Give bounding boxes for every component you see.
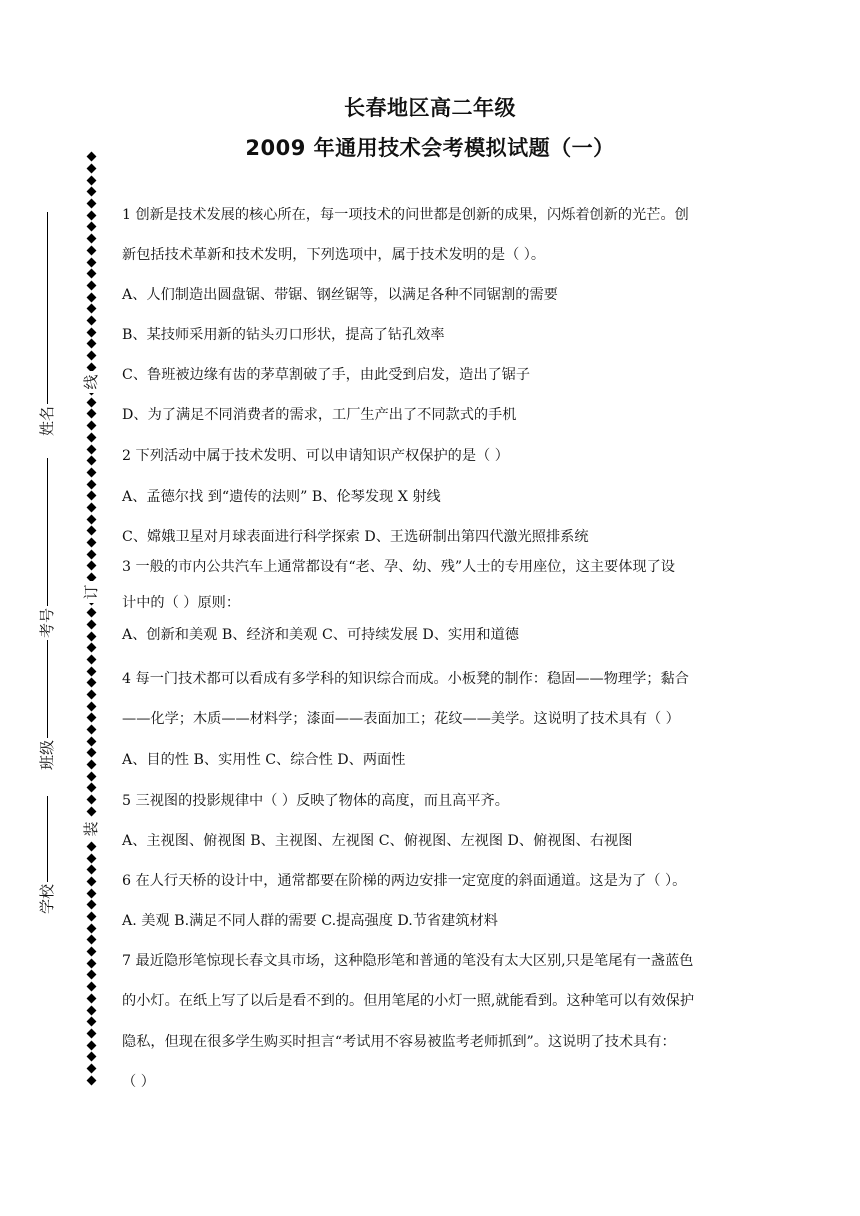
diamond-mark xyxy=(86,222,96,232)
question-text-line: 隐私，但现在很多学生购买时担言“考试用不容易被监考老师抓到”。这说明了技术具有： xyxy=(122,1034,676,1050)
diamond-mark xyxy=(86,701,96,711)
diamond-mark xyxy=(86,760,96,770)
diamond-mark xyxy=(86,280,96,290)
question-text-line: 计中的（ ）原则： xyxy=(122,595,241,611)
option-line: C、鲁班被边缘有齿的茅草割破了手，由此受到启发，造出了锯子 xyxy=(122,367,531,383)
option-line: A、孟德尔找 到“遗传的法则” B、伦琴发现 X 射线 xyxy=(122,489,441,505)
diamond-mark xyxy=(86,631,96,641)
diamond-mark xyxy=(86,292,96,302)
option-line: D、为了满足不同消费者的需求，工厂生产出了不同款式的手机 xyxy=(122,407,517,423)
option-line: B、某技师采用新的钻头刃口形状，提高了钻孔效率 xyxy=(122,327,445,343)
option-line: C、嫦娥卫星对月球表面进行科学探索 D、王选研制出第四代激光照排系统 xyxy=(122,529,589,545)
diamond-mark xyxy=(86,877,96,887)
option-line: A、人们制造出圆盘锯、带锯、钢丝锯等，以满足各种不同锯割的需要 xyxy=(122,287,558,303)
question-text-line: 1 创新是技术发展的核心所在，每一项技术的问世都是创新的成果，闪烁着创新的光芒。创 xyxy=(122,207,689,223)
diamond-mark xyxy=(86,713,96,723)
question-text-line: 3 一般的市内公共汽车上通常都设有“老、孕、幼、残”人士的专用座位，这主要体现了设 xyxy=(122,559,675,575)
diamond-mark xyxy=(86,164,96,174)
diamond-mark xyxy=(86,608,96,618)
diamond-mark xyxy=(86,900,96,910)
diamond-mark xyxy=(86,888,96,898)
binding-diamond-line xyxy=(84,151,98,1086)
diamond-mark xyxy=(86,245,96,255)
diamond-mark xyxy=(86,958,96,968)
field-school xyxy=(36,796,58,916)
question-text-line: （ ） xyxy=(122,1074,155,1090)
question-text-line: 新包括技术革新和技术发明，下列选项中，属于技术发明的是（ ）。 xyxy=(122,247,546,263)
diamond-mark xyxy=(86,316,96,326)
field-name-label: 姓名 xyxy=(38,405,57,437)
field-class-label: 班级 xyxy=(38,739,57,771)
field-exam-number xyxy=(36,458,58,640)
diamond-mark xyxy=(86,549,96,559)
binding-char-ding: 订 xyxy=(81,581,101,603)
diamond-mark xyxy=(86,993,96,1003)
diamond-mark xyxy=(86,619,96,629)
diamond-mark xyxy=(86,234,96,244)
diamond-mark xyxy=(86,678,96,688)
diamond-mark xyxy=(86,783,96,793)
diamond-mark xyxy=(86,795,96,805)
diamond-mark xyxy=(86,736,96,746)
option-line: A. 美观 B.满足不同人群的需要 C.提高强度 D.节省建筑材料 xyxy=(122,913,498,929)
diamond-mark xyxy=(86,409,96,419)
question-text-line: 2 下列活动中属于技术发明、可以申请知识产权保护的是（ ） xyxy=(122,448,509,464)
diamond-mark xyxy=(86,970,96,980)
field-exam-number-label: 考号 xyxy=(38,607,57,639)
diamond-mark xyxy=(86,1052,96,1062)
diamond-mark xyxy=(86,643,96,653)
diamond-mark xyxy=(86,923,96,933)
binding-margin xyxy=(0,0,110,1216)
diamond-mark xyxy=(86,841,96,851)
diamond-mark xyxy=(86,538,96,548)
diamond-mark xyxy=(86,947,96,957)
diamond-mark xyxy=(86,865,96,875)
option-line: A、目的性 B、实用性 C、综合性 D、两面性 xyxy=(122,752,406,768)
diamond-mark xyxy=(86,806,96,816)
question-text-line: 5 三视图的投影规律中（ ）反映了物体的高度，而且高平齐。 xyxy=(122,793,509,809)
diamond-mark xyxy=(86,351,96,361)
diamond-mark xyxy=(86,269,96,279)
diamond-mark xyxy=(86,304,96,314)
diamond-mark xyxy=(86,479,96,489)
diamond-mark xyxy=(86,748,96,758)
question-text-line: ——化学；木质——材料学；漆面——表面加工；花纹——美学。这说明了技术具有（ ） xyxy=(122,711,680,727)
diamond-mark xyxy=(86,935,96,945)
diamond-mark xyxy=(86,514,96,524)
diamond-mark xyxy=(86,1075,96,1085)
diamond-mark xyxy=(86,654,96,664)
diamond-mark xyxy=(86,561,96,571)
option-line: A、创新和美观 B、经济和美观 C、可持续发展 D、实用和道德 xyxy=(122,627,519,643)
diamond-mark xyxy=(86,526,96,536)
diamond-mark xyxy=(86,444,96,454)
diamond-mark xyxy=(86,432,96,442)
diamond-mark xyxy=(86,257,96,267)
diamond-mark xyxy=(86,187,96,197)
question-text-line: 4 每一门技术都可以看成有多学科的知识综合而成。小板凳的制作：稳固——物理学；黏合 xyxy=(122,671,689,687)
diamond-mark xyxy=(86,467,96,477)
diamond-mark xyxy=(86,771,96,781)
binding-char-xian: 线 xyxy=(81,371,101,393)
diamond-mark xyxy=(86,175,96,185)
field-class xyxy=(36,640,58,772)
diamond-mark xyxy=(86,199,96,209)
question-text-line: 的小灯。在纸上写了以后是看不到的。但用笔尾的小灯一照,就能看到。这种笔可以有效保护 xyxy=(122,993,695,1009)
diamond-mark xyxy=(86,912,96,922)
exam-title-line1: 长春地区高二年级 xyxy=(344,96,516,120)
diamond-mark xyxy=(86,725,96,735)
question-text-line: 7 最近隐形笔惊现长春文具市场，这种隐形笔和普通的笔没有太大区别,只是笔尾有一盏蓝色 xyxy=(122,953,694,969)
diamond-mark xyxy=(86,1028,96,1038)
diamond-mark xyxy=(86,503,96,513)
question-text-line: 6 在人行天桥的设计中，通常都要在阶梯的两边安排一定宽度的斜面通道。这是为了（ ）。 xyxy=(122,873,687,889)
diamond-mark xyxy=(86,421,96,431)
diamond-mark xyxy=(86,690,96,700)
field-school-label: 学校 xyxy=(38,883,57,915)
field-name xyxy=(36,212,58,438)
exam-title-line2: 2009 年通用技术会考模拟试题（一） xyxy=(245,136,615,160)
diamond-mark xyxy=(86,1017,96,1027)
diamond-mark xyxy=(86,1005,96,1015)
binding-char-zhuang: 装 xyxy=(81,818,101,840)
diamond-mark xyxy=(86,456,96,466)
diamond-mark xyxy=(86,327,96,337)
diamond-mark xyxy=(86,152,96,162)
diamond-mark xyxy=(86,982,96,992)
diamond-mark xyxy=(86,1064,96,1074)
diamond-mark xyxy=(86,1040,96,1050)
diamond-mark xyxy=(86,491,96,501)
diamond-mark xyxy=(86,397,96,407)
diamond-mark xyxy=(86,210,96,220)
diamond-mark xyxy=(86,339,96,349)
option-line: A、主视图、俯视图 B、主视图、左视图 C、俯视图、左视图 D、俯视图、右视图 xyxy=(122,833,633,849)
diamond-mark xyxy=(86,853,96,863)
diamond-mark xyxy=(86,666,96,676)
